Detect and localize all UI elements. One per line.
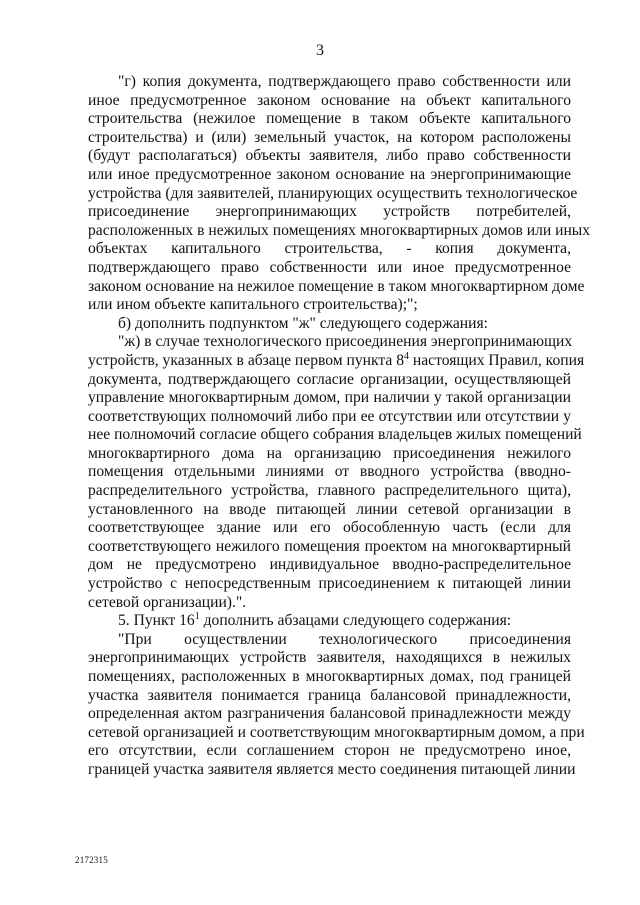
text-line [88, 687, 571, 706]
text-line [88, 723, 585, 743]
text-line-main: энергопринимающих устройств заявителя, находящихся в нежилых [88, 649, 571, 667]
text-line [88, 129, 571, 148]
text-line [88, 259, 571, 278]
text-line-main: границей участка заявителя является место соединения питающей линии [88, 760, 576, 778]
text-line [88, 350, 585, 371]
text-line [88, 519, 571, 538]
text-line-main: иное предусмотренное законом основание на объект капитального [88, 91, 571, 109]
text-line-continuation: дополнить абзацами следующего содержания: [199, 612, 512, 630]
text-line [88, 668, 571, 687]
text-line-main: участка заявителя понимается граница балансовой принадлежности, [88, 686, 571, 704]
text-line [88, 296, 571, 315]
page-number: 3 [316, 42, 324, 59]
text-line-main: нее полномочий согласие общего собрания владельцев жилых помещений [88, 426, 582, 444]
text-line [88, 110, 571, 129]
text-line [88, 501, 571, 520]
text-line-main: 5. Пункт 16 [118, 612, 195, 630]
text-line-main: сетевой организации).". [88, 593, 247, 611]
text-line-main: присоединение энергопринимающих устройств потребителей, [88, 203, 571, 221]
text-line [88, 92, 571, 111]
text-line [88, 538, 571, 557]
superscript: 1 [194, 611, 200, 623]
text-line-main: помещения отдельными линиями от вводного устройства (вводно- [88, 463, 571, 481]
text-line [88, 184, 578, 204]
text-line [88, 575, 571, 594]
text-line [88, 147, 571, 166]
text-line [88, 203, 571, 222]
text-line-main: соответствующих полномочий либо при ее отсутствии или отсутствии у [88, 407, 571, 425]
text-line-main: устройства (для заявителей, планирующих осуществить технологическое [88, 184, 578, 202]
text-line-main: его отсутствии, если соглашением сторон не предусмотрено иное, [88, 742, 571, 760]
text-line-main: многоквартирного дома на организацию присоединения нежилого [88, 444, 571, 462]
text-line-main: управление многоквартирным домом, при наличии у такой организации [88, 389, 571, 407]
document-code: 2172315 [75, 855, 108, 865]
text-line-main: помещениях, расположенных в многоквартирных домах, под границей [88, 668, 571, 685]
text-line [88, 760, 576, 780]
text-line [88, 463, 571, 482]
text-line-main: или иное предусмотренное законом основание на энергопринимающие [88, 165, 571, 183]
text-line [88, 556, 571, 575]
text-line-main: строительства) и (или) земельный участок, на котором расположены [88, 128, 571, 146]
text-line [88, 445, 571, 464]
text-line [88, 631, 571, 650]
text-line-main: (будут располагаться) объекты заявителя, либо право собственности [88, 147, 571, 165]
text-line-main: "ж) в случае технологического присоединения энергопринимающих [118, 333, 573, 351]
text-line-main: распределительного устройства, главного распределительного щита), [88, 482, 571, 500]
superscript: 4 [404, 350, 409, 362]
text-line-main: строительства (нежилое помещение в таком объекте капитального [88, 110, 571, 128]
text-line [88, 371, 571, 390]
text-line-main: законом основание на нежилое помещение в таком многоквартирном доме [88, 277, 585, 295]
text-line-main: определенная актом разграничения балансовой принадлежности между [88, 705, 571, 723]
text-line [88, 482, 571, 501]
text-line-main: расположенных в нежилых помещениях многоквартирных домов или иных [88, 221, 591, 239]
text-line-main: установленного на вводе питающей линии сетевой организации в [88, 500, 571, 518]
text-line [88, 240, 571, 259]
text-line [88, 594, 571, 613]
text-line [88, 73, 571, 92]
text-line-main: документа, подтверждающего согласие организации, осуществляющей [88, 370, 571, 388]
text-line [88, 221, 591, 241]
text-line-continuation: настоящих Правил, копия [409, 351, 585, 369]
text-line-main: соответствующее здание или его обособленную часть (если для [88, 519, 571, 537]
text-line-main: сетевой организацией и соответствующим многоквартирным домом, а при [88, 723, 585, 741]
text-line [88, 649, 571, 668]
text-line-main: объектах капитального строительства, - копия документа, [88, 240, 571, 258]
text-line [88, 389, 571, 408]
text-line [88, 277, 585, 297]
text-line [88, 408, 571, 427]
text-line-main: б) дополнить подпунктом "ж" следующего содержания: [118, 314, 488, 332]
text-line-main: "При осуществлении технологического присоединения [118, 630, 571, 648]
text-line-main: соответствующего нежилого помещения проектом на многоквартирный [88, 537, 571, 555]
text-line-main: подтверждающего право собственности или иное предусмотренное [88, 258, 571, 276]
text-line [88, 315, 571, 334]
text-line [88, 333, 571, 352]
text-line [88, 426, 582, 445]
document-body [88, 73, 591, 780]
text-line-main: или ином объекте капитального строительства);"; [88, 296, 418, 314]
text-line [88, 166, 571, 185]
text-line-main: устройств, указанных в абзаце первом пункта 8 [88, 351, 404, 369]
text-line [88, 742, 571, 761]
text-line-main: дом не предусмотрено индивидуальное вводно-распределительное [88, 556, 571, 574]
text-line-main: устройство с непосредственным присоединением к питающей линии [88, 575, 571, 593]
text-line-main: "г) копия документа, подтверждающего право собственности или [118, 73, 571, 90]
text-line [88, 705, 571, 724]
text-line [88, 612, 571, 631]
